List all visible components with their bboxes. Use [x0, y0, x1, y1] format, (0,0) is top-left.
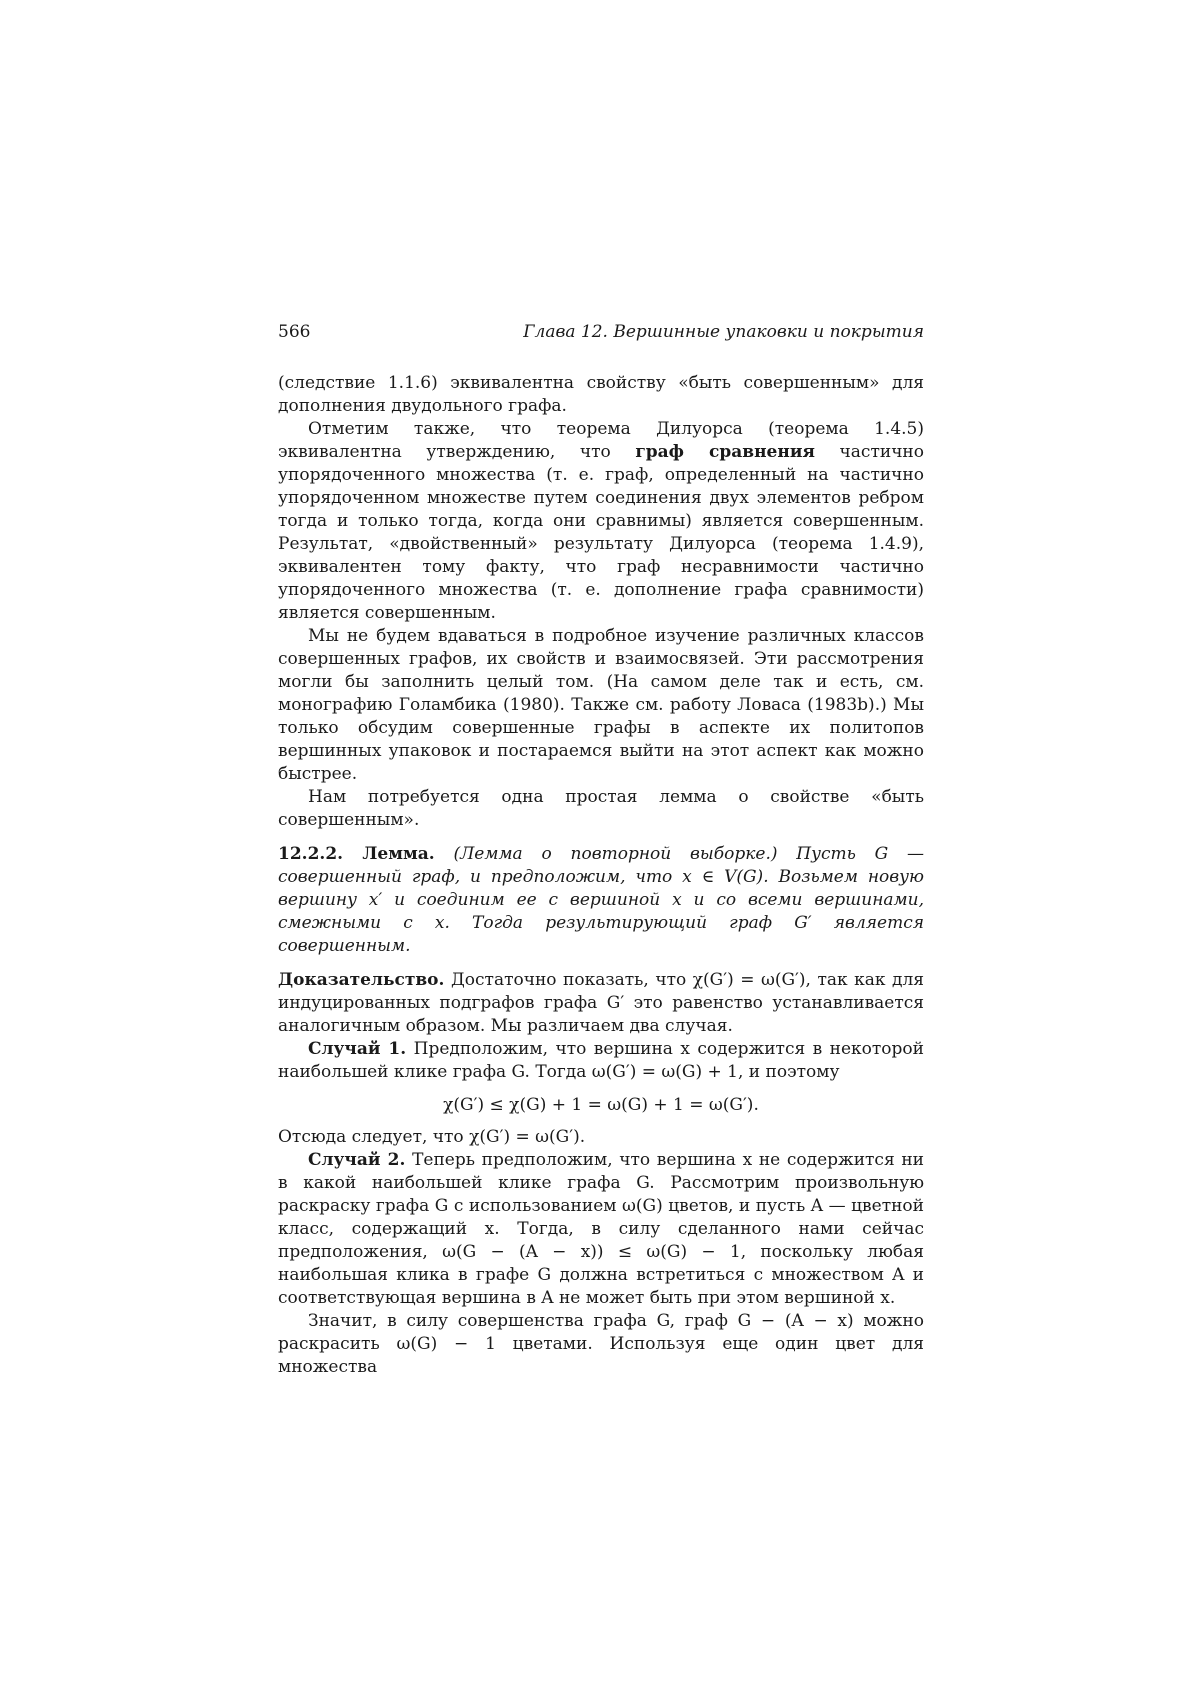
page — [278, 322, 925, 1377]
case-2-label: Случай 2. — [308, 1150, 406, 1170]
paragraph-4: Нам потребуется одна простая лемма о свойстве «быть совершенным». — [278, 787, 924, 830]
page-header — [278, 322, 924, 348]
term-comparability-graph: граф сравнения — [635, 442, 815, 462]
proof-label: Доказательство. — [278, 970, 445, 990]
display-formula: χ(G′) ≤ χ(G) + 1 = ω(G) + 1 = ω(G′). — [443, 1095, 759, 1115]
paragraph-2 — [278, 418, 924, 625]
paragraph-last: Значит, в силу совершенства графа G, граф G − (A − x) можно раскрасить ω(G) − 1 цветами. Используя еще один цвет для множества — [278, 1311, 924, 1377]
case-1-text: Предположим, что вершина x содержится в некоторой наибольшей клике графа G. Тогда ω(G′) = ω(G) + 1, и поэтому — [278, 1039, 924, 1082]
case-2-text: Теперь предположим, что вершина x не содержится ни в какой наибольшей клике графа G. Рассмотрим произвольную раскраску графа G с использованием ω(G) цветов, и пусть A — цветной класс, содержащий x. Тогда, в силу сделанного нами сейчас предположения, ω(G − (A − x)) ≤ ω(G) − 1, поскольку любая наибольшая клика в графе G должна встретиться с множеством A и соответствующая вершина в A не может быть при этом вершиной x. — [278, 1150, 925, 1308]
paragraph-2-end: частично упорядоченного множества (т. е. граф, определенный на частично упорядоченном множестве путем соединения двух элементов ребром тогда и только тогда, когда они сравнимы) является совершенным. Результат, «двойственный» результату Дилуорса (теорема 1.4.9), эквивалентен тому факту, что граф несравнимости частично упорядоченного множества (т. е. дополнение графа сравнимости) является совершенным. — [278, 442, 924, 623]
running-head: Глава 12. Вершинные упаковки и покрытия — [523, 322, 924, 342]
page-number: 566 — [278, 322, 311, 342]
case-1-label: Случай 1. — [308, 1039, 407, 1059]
lemma-statement: (Лемма о повторной выборке.) Пусть G — совершенный граф, и предположим, что x ∈ V(G). Возьмем новую вершину x′ и соединим ее с вершиной x и со всеми вершинами, смежными с x. Тогда результирующий граф G′ является совершенным. — [278, 844, 925, 956]
formula-conclusion: Отсюда следует, что χ(G′) = ω(G′). — [278, 1127, 586, 1147]
case-1 — [278, 1038, 924, 1084]
case-2 — [278, 1149, 924, 1310]
paragraph-2-start: Отметим также, что теорема Дилуорса (теорема 1.4.5) эквивалентна утверждению, что — [278, 419, 924, 462]
paragraph-1: (следствие 1.1.6) эквивалентна свойству «быть совершенным» для дополнения двудольного графа. — [278, 373, 924, 416]
lemma-label: 12.2.2. Лемма. — [278, 844, 435, 864]
lemma-12-2-2 — [278, 843, 924, 958]
proof-text: Достаточно показать, что χ(G′) = ω(G′), так как для индуцированных подграфов графа G′ это равенство устанавливается аналогичным образом. Мы различаем два случая. — [278, 970, 924, 1036]
proof — [278, 969, 924, 1038]
body-text — [278, 372, 924, 1379]
paragraph-3: Мы не будем вдаваться в подробное изучение различных классов совершенных графов, их свойств и взаимосвязей. Эти рассмотрения могли бы заполнить целый том. (На самом деле так и есть, см. монографию Голамбика (1980). Также см. работу Ловаса (1983b).) Мы только обсудим совершенные графы в аспекте их политопов вершинных упаковок и постараемся выйти на этот аспект как можно быстрее. — [278, 626, 924, 784]
